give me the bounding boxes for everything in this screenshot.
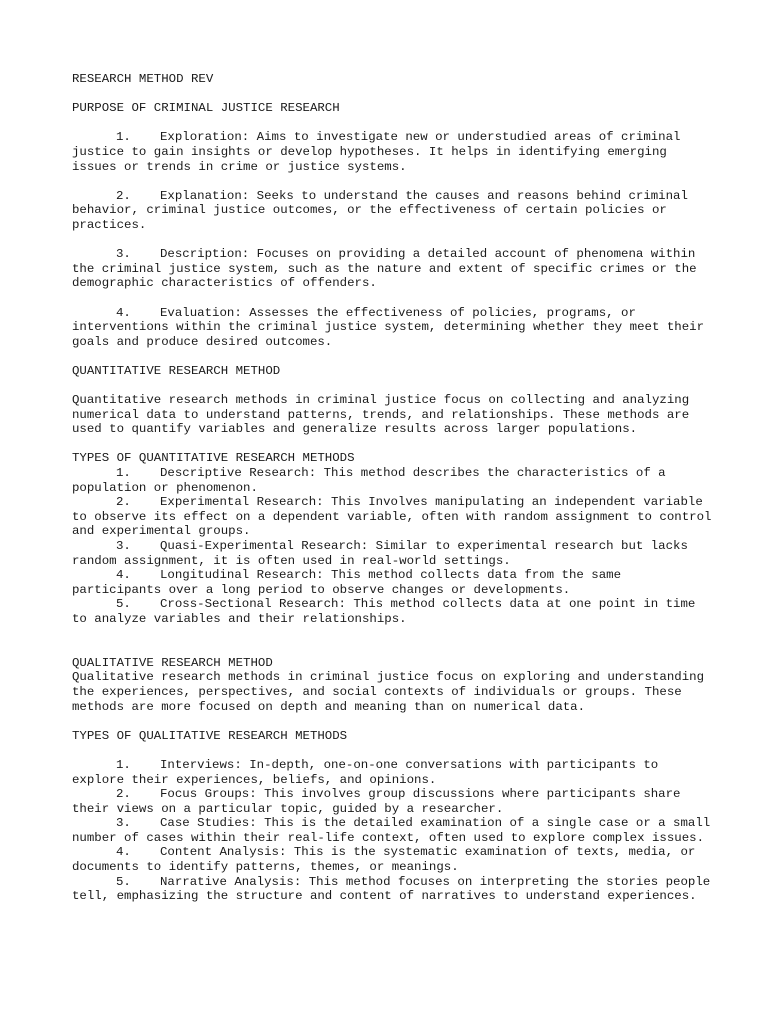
list-item-text: Content Analysis: This is the systematic examination of texts, media, or documents to identify patterns, themes, or meanings. <box>72 845 696 875</box>
list-number: 3. <box>116 539 131 553</box>
list-number: 2. <box>116 188 131 203</box>
list-item-text: Quasi-Experimental Research: Similar to experimental research but lacks random assignment, it is often used in real-world settings. <box>72 539 688 568</box>
list-item-text: Explanation: Seeks to understand the causes and reasons behind criminal behavior, criminal justice outcomes, or the effectiveness of certain policies or practices. <box>72 188 688 232</box>
quantitative-type-item <box>72 495 712 539</box>
quantitative-type-item <box>72 597 712 626</box>
list-number: 4. <box>116 305 131 320</box>
qualitative-type-item <box>72 787 712 816</box>
quantitative-paragraph: Quantitative research methods in criminal justice focus on collecting and analyzing numerical data to understand patterns, trends, and relationships. These methods are used to quantify variables and generalize results across larger populations. <box>72 393 697 437</box>
list-number: 3. <box>116 247 131 262</box>
list-number: 5. <box>116 874 131 889</box>
quantitative-heading: QUANTITATIVE RESEARCH METHOD <box>72 363 281 378</box>
list-item-text: Cross-Sectional Research: This method collects data at one point in time to analyze variables and their relationships. <box>72 597 696 626</box>
list-item-text: Longitudinal Research: This method collects data from the same participants over a long period to observe changes or developments. <box>72 568 622 597</box>
list-number: 1. <box>116 130 131 145</box>
list-item-text: Description: Focuses on providing a detailed account of phenomena within the criminal justice system, such as the nature and extent of specific crimes or the demographic characteristics of offenders. <box>72 247 697 291</box>
quantitative-type-item <box>72 466 712 495</box>
list-item-text: Exploration: Aims to investigate new or understudied areas of criminal justice to gain insights or develop hypotheses. It helps in identifying emerging issues or trends in crime or justice systems. <box>72 130 681 174</box>
purpose-item <box>72 130 712 174</box>
list-item-text: Evaluation: Assesses the effectiveness of policies, programs, or interventions within the criminal justice system, determining whether they meet their goals and produce desired outcomes. <box>72 305 705 349</box>
list-item-text: Interviews: In-depth, one-on-one conversations with participants to explore their experiences, beliefs, and opinions. <box>72 757 659 787</box>
list-number: 3. <box>116 816 131 831</box>
list-number: 2. <box>116 495 131 510</box>
document-page <box>72 72 712 904</box>
list-number: 1. <box>116 466 131 481</box>
qualitative-heading: QUALITATIVE RESEARCH METHOD <box>72 655 273 670</box>
qualitative-type-item <box>72 845 712 874</box>
qualitative-type-item <box>72 875 712 904</box>
qualitative-type-item <box>72 816 712 845</box>
list-number: 4. <box>116 568 131 583</box>
list-item-text: Experimental Research: This Involves manipulating an independent variable to observe its effect on a dependent variable, often with random assignment to control and experimental groups. <box>72 495 712 539</box>
list-item-text: Narrative Analysis: This method focuses on interpreting the stories people tell, emphasizing the structure and content of narratives to understand experiences. <box>72 874 711 904</box>
qualitative-type-item <box>72 758 712 787</box>
purpose-heading: PURPOSE OF CRIMINAL JUSTICE RESEARCH <box>72 101 340 116</box>
purpose-item <box>72 306 712 350</box>
list-number: 4. <box>116 845 131 860</box>
purpose-item <box>72 247 712 291</box>
list-item-text: Case Studies: This is the detailed examination of a single case or a small number of cases within their real-life context, often used to explore complex issues. <box>72 816 711 845</box>
list-number: 2. <box>116 787 131 802</box>
quantitative-type-item <box>72 539 712 568</box>
list-number: 5. <box>116 597 131 612</box>
doc-title: RESEARCH METHOD REV <box>72 72 214 86</box>
list-item-text: Descriptive Research: This method describes the characteristics of a population or phenomenon. <box>72 466 666 495</box>
quantitative-types-heading: TYPES OF QUANTITATIVE RESEARCH METHODS <box>72 451 355 466</box>
quantitative-type-item <box>72 568 712 597</box>
list-item-text: Focus Groups: This involves group discussions where participants share their views on a particular topic, guided by a researcher. <box>72 787 681 816</box>
qualitative-types-heading: TYPES OF QUALITATIVE RESEARCH METHODS <box>72 728 348 743</box>
qualitative-paragraph: Qualitative research methods in criminal justice focus on exploring and understanding the experiences, perspectives, and social contexts of individuals or groups. These methods are more focused on depth and meaning than on numerical data. <box>72 670 712 714</box>
list-number: 1. <box>116 757 131 772</box>
purpose-item <box>72 189 712 233</box>
